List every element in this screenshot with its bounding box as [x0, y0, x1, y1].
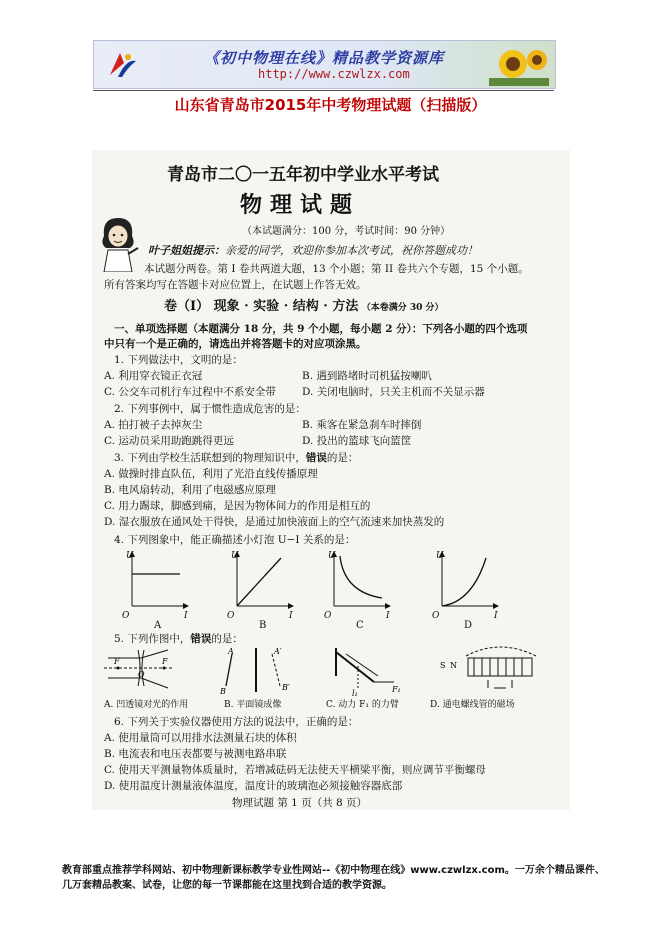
diagram-a-focus-right: F — [162, 657, 168, 666]
graph-d-label: D — [464, 620, 473, 630]
q2-option-d: D. 投出的篮球飞向篮筐 — [302, 435, 412, 447]
graph-c-origin: O — [324, 611, 332, 621]
diagram-b-plane-mirror — [219, 647, 290, 696]
q3-stem — [114, 451, 358, 465]
graph-d-axis-i: I — [494, 611, 498, 621]
header-banner — [93, 40, 556, 89]
q6-option-a: A. 使用量筒可以用排水法测量石块的体积 — [104, 732, 297, 744]
q5-stem — [114, 632, 243, 646]
diagram-c-lever — [336, 648, 401, 696]
graph-b-origin: O — [227, 611, 235, 621]
diagram-a-concave-lens — [104, 650, 172, 688]
graph-d-axis-u: U — [436, 551, 444, 561]
q5-caption-a: A. 凹透镜对光的作用 — [104, 700, 189, 710]
diagram-c-arm-l1: l₁ — [352, 689, 358, 696]
exam-page — [92, 150, 570, 810]
diagram-c-force-f1: F₁ — [392, 685, 401, 694]
q5-stem-post: 的是： — [211, 633, 243, 645]
q4-stem: 4. 下列图象中，能正确描述小灯泡 U−I 关系的是： — [114, 534, 356, 546]
graph-c-axis-i: I — [386, 611, 390, 621]
q1-option-b: B. 遇到路堵时司机猛按喇叭 — [302, 370, 432, 382]
exam-title: 物理试题 — [240, 192, 361, 218]
section-note: （本卷满分 30 分） — [361, 303, 444, 313]
footer-line-1: 教育部重点推荐学科网站、初中物理新课标教学专业性网站--《初中物理在线》www.czwlzx.com。一万余个精品课件、 — [62, 865, 605, 876]
graph-a-axis-i: I — [184, 611, 188, 621]
hint-message: 亲爱的同学，欢迎你参加本次考试，祝你答题成功！ — [225, 244, 478, 257]
q3-stem-emphasis: 错误 — [305, 452, 327, 464]
q1-stem: 1. 下列做法中，文明的是： — [114, 354, 243, 366]
q6-option-c: C. 使用天平测量物体质量时，若增减砝码无法使天平横梁平衡，则应调节平衡螺母 — [104, 764, 486, 776]
graph-c-label: C — [356, 620, 364, 630]
q5-stem-pre: 5. 下列作图中， — [114, 633, 191, 645]
graph-a-origin: O — [122, 611, 130, 621]
q2-stem: 2. 下列事例中，属于惯性造成危害的是： — [114, 403, 306, 415]
banner-title: 《初中物理在线》精品教学资源库 — [204, 49, 445, 67]
q3-option-c: C. 用力踢球，脚感到痛，是因为物体间力的作用是相互的 — [104, 500, 371, 512]
q6-option-b: B. 电流表和电压表都要与被测电路串联 — [104, 748, 287, 760]
q5-caption-b: B. 平面镜成像 — [224, 700, 282, 710]
intro-line-2: 所有答案均写在答题卡对应位置上，在试题上作答无效。 — [104, 279, 367, 291]
diagram-b-point-b: B — [220, 687, 226, 696]
page-number: 物理试题 第 1 页（共 8 页） — [232, 797, 368, 809]
graph-b-axis-u: U — [231, 551, 239, 561]
page-title: 山东省青岛市2015年中考物理试题（扫描版） — [174, 96, 487, 114]
diagram-b-point-b-prime: B′ — [282, 683, 290, 692]
diagram-a-focus-left: F — [114, 657, 120, 666]
diagram-b-point-a-prime: A′ — [274, 647, 282, 656]
q4-graphs — [112, 548, 552, 630]
footer-line-2: 几万套精品教案、试卷，让您的每一节课都能在这里找到合适的教学资源。 — [62, 880, 392, 891]
q3-stem-pre: 3. 下列由学校生活联想到的物理知识中， — [114, 452, 306, 464]
graph-a-axis-u: U — [126, 551, 134, 561]
q3-option-b: B. 电风扇转动，利用了电磁感应原理 — [104, 484, 276, 496]
q3-option-d: D. 湿衣服放在通风处干得快，是通过加快液面上的空气流速来加快蒸发的 — [104, 516, 445, 528]
q6-stem: 6. 下列关于实验仪器使用方法的说法中，正确的是： — [114, 716, 359, 728]
diagram-d-solenoid — [440, 647, 536, 688]
section-title: 卷（I） 现象 · 实验 · 结构 · 方法 — [164, 299, 359, 314]
header-divider — [93, 90, 554, 91]
q1-option-c: C. 公交车司机行车过程中不系安全带 — [104, 386, 276, 398]
footer-promo — [62, 863, 622, 893]
q5-stem-emphasis: 错误 — [190, 633, 212, 645]
sunflower-icon — [489, 44, 549, 86]
diagram-d-pole-s: S — [440, 661, 446, 670]
graph-a — [132, 552, 188, 606]
q1-option-d: D. 关闭电脑时，只关主机而不关显示器 — [302, 386, 485, 398]
hint-line — [148, 242, 478, 258]
diagram-a-center: O — [138, 670, 145, 679]
q5-caption-c: C. 动力 F₁ 的力臂 — [326, 700, 399, 710]
graph-a-label: A — [154, 620, 162, 630]
graph-b-axis-i: I — [289, 611, 293, 621]
intro-line-1: 本试题分两卷。第 I 卷共两道大题，13 个小题；第 II 卷共六个专题，15 个小题。 — [144, 263, 529, 275]
diagram-d-pole-n: N — [450, 661, 457, 670]
banner-url[interactable]: http://www.czwlzx.com — [258, 67, 410, 81]
logo-icon — [106, 49, 138, 81]
q5-caption-d: D. 通电螺线管的磁场 — [430, 700, 515, 710]
q5-diagrams — [100, 646, 560, 696]
q2-option-b: B. 乘客在紧急刹车时摔倒 — [302, 419, 422, 431]
part1-instruction-b: 中只有一个是正确的，请选出并将答题卡的对应项涂黑。 — [104, 338, 367, 350]
q6-option-d: D. 使用温度计测量液体温度，温度计的玻璃泡必须接触容器底部 — [104, 780, 403, 792]
cartoon-girl-icon — [96, 214, 140, 272]
q1-option-a: A. 利用穿衣镜正衣冠 — [104, 370, 203, 382]
graph-b — [237, 552, 293, 606]
diagram-b-point-a: A — [228, 647, 234, 656]
graph-d — [442, 552, 498, 606]
exam-score-info: （本试题满分：100 分，考试时间：90 分钟） — [242, 226, 451, 237]
graph-c-axis-u: U — [328, 551, 336, 561]
part1-instruction-a: 一、单项选择题（本题满分 18 分，共 9 个小题，每小题 2 分）：下列各小题的四个选项 — [114, 323, 528, 335]
q3-option-a: A. 做操时排直队伍，利用了光沿直线传播原理 — [104, 468, 318, 480]
graph-d-origin: O — [432, 611, 440, 621]
hint-label: 叶子姐姐提示： — [148, 244, 225, 257]
exam-header: 青岛市二〇一五年初中学业水平考试 — [167, 165, 439, 185]
q3-stem-post: 的是： — [326, 452, 359, 464]
section-heading — [164, 300, 443, 315]
q2-option-a: A. 拍打被子去掉灰尘 — [104, 419, 203, 431]
q2-option-c: C. 运动员采用助跑跳得更远 — [104, 435, 234, 447]
graph-c — [334, 552, 390, 606]
graph-b-label: B — [259, 620, 267, 630]
